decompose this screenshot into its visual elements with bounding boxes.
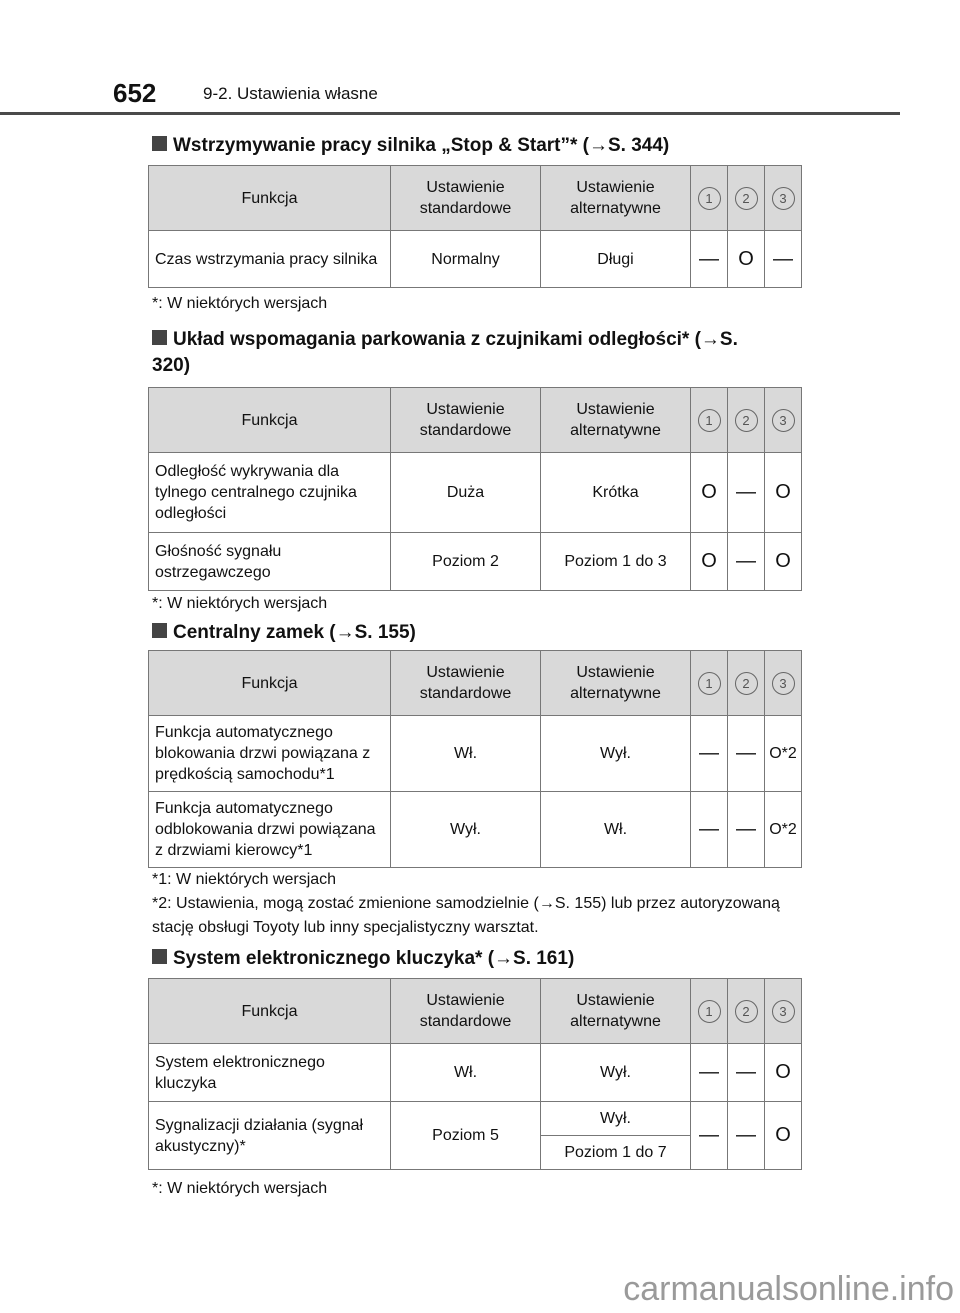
footnote: *: W niektórych wersjach: [152, 595, 328, 612]
footnote: *: W niektórych wersjach: [152, 1180, 328, 1197]
page-header: [0, 78, 900, 115]
cell-std: Wył.: [391, 792, 541, 868]
cell-c2: —: [728, 533, 765, 591]
cell-c2: —: [728, 1102, 765, 1170]
table-row: [149, 792, 802, 868]
cell-c3: O: [765, 533, 802, 591]
header-func: Funkcja: [149, 651, 391, 716]
header-alt: Ustawienie alternatywne: [541, 166, 691, 231]
header-func: Funkcja: [149, 979, 391, 1044]
circled-2-icon: 2: [735, 672, 758, 695]
cell-func: Funkcja automatycznego odblokowania drzwi powiązana z drzwiami kierowcy*1: [149, 792, 391, 868]
cell-std: Duża: [391, 453, 541, 533]
table-row: [149, 453, 802, 533]
cell-std: Poziom 2: [391, 533, 541, 591]
cell-alt: Długi: [541, 231, 691, 288]
cell-alt: Wył.: [541, 1102, 691, 1136]
watermark: carmanualsonline.info: [623, 1270, 954, 1308]
header-std: Ustawienie standardowe: [391, 388, 541, 453]
settings-table-central-lock: [148, 650, 802, 868]
circled-3-icon: 3: [772, 672, 795, 695]
table-row: [149, 1102, 802, 1136]
cell-alt: Wł.: [541, 792, 691, 868]
circled-1-icon: 1: [698, 672, 721, 695]
section-heading-parking: Układ wspomagania parkowania z czujnikami odległości* (→S. 320): [152, 329, 738, 376]
cell-c3: O: [765, 453, 802, 533]
settings-table-parking: [148, 387, 802, 591]
header-std: Ustawienie standardowe: [391, 166, 541, 231]
cell-std: Wł.: [391, 1044, 541, 1102]
cell-c1: O: [691, 453, 728, 533]
section-heading-central-lock: Centralny zamek (→S. 155): [152, 620, 416, 646]
square-bullet-icon: [152, 623, 167, 638]
table-row: [149, 1044, 802, 1102]
cell-c1: O: [691, 533, 728, 591]
footnote: *: W niektórych wersjach: [152, 295, 328, 312]
cell-c3: O: [765, 1044, 802, 1102]
cell-c1: —: [691, 1102, 728, 1170]
cell-std: Poziom 5: [391, 1102, 541, 1170]
table-row: [149, 716, 802, 792]
header-alt: Ustawienie alternatywne: [541, 651, 691, 716]
circled-3-icon: 3: [772, 409, 795, 432]
cell-func: Odległość wykrywania dla tylnego centralnego czujnika odległości: [149, 453, 391, 533]
cell-c2: —: [728, 453, 765, 533]
cell-c1: —: [691, 716, 728, 792]
cell-c1: —: [691, 1044, 728, 1102]
cell-std: Normalny: [391, 231, 541, 288]
page-number: 652: [113, 78, 157, 108]
cell-c3: O*2: [765, 716, 802, 792]
circled-2-icon: 2: [735, 409, 758, 432]
circled-1-icon: 1: [698, 409, 721, 432]
circled-3-icon: 3: [772, 1000, 795, 1023]
section-heading-smart-key: System elektronicznego kluczyka* (→S. 161): [152, 946, 574, 972]
header-alt: Ustawienie alternatywne: [541, 979, 691, 1044]
square-bullet-icon: [152, 949, 167, 964]
cell-alt: Wył.: [541, 1044, 691, 1102]
circled-2-icon: 2: [735, 1000, 758, 1023]
settings-table-smart-key: [148, 978, 802, 1170]
circled-2-icon: 2: [735, 187, 758, 210]
circled-3-icon: 3: [772, 187, 795, 210]
cell-alt: Poziom 1 do 3: [541, 533, 691, 591]
cell-c3: —: [765, 231, 802, 288]
cell-c3: O*2: [765, 792, 802, 868]
cell-alt: Wył.: [541, 716, 691, 792]
header-std: Ustawienie standardowe: [391, 651, 541, 716]
cell-c2: —: [728, 1044, 765, 1102]
footnote-2: *2: Ustawienia, mogą zostać zmienione samodzielnie (→S. 155) lub przez autoryzowaną stację obsługi Toyoty lub inny specjalistyczny warsztat.: [152, 895, 780, 936]
circled-1-icon: 1: [698, 187, 721, 210]
cell-func: Sygnalizacji działania (sygnał akustyczny)*: [149, 1102, 391, 1170]
cell-func: Głośność sygnału ostrzegawczego: [149, 533, 391, 591]
table-row: [149, 231, 802, 288]
cell-c2: —: [728, 716, 765, 792]
cell-alt-2: Poziom 1 do 7: [541, 1136, 691, 1170]
cell-c3: O: [765, 1102, 802, 1170]
cell-alt: Krótka: [541, 453, 691, 533]
settings-table-stop-start: [148, 165, 802, 288]
header-func: Funkcja: [149, 388, 391, 453]
cell-func: Czas wstrzymania pracy silnika: [149, 231, 391, 288]
square-bullet-icon: [152, 330, 167, 345]
header-alt: Ustawienie alternatywne: [541, 388, 691, 453]
cell-std: Wł.: [391, 716, 541, 792]
section-heading-stop-start: Wstrzymywanie pracy silnika „Stop & Start”* (→S. 344): [152, 133, 669, 159]
footnotes: [152, 868, 800, 940]
header-std: Ustawienie standardowe: [391, 979, 541, 1044]
circled-1-icon: 1: [698, 1000, 721, 1023]
table-row: [149, 533, 802, 591]
header-func: Funkcja: [149, 166, 391, 231]
section-title: 9-2. Ustawienia własne: [203, 84, 378, 103]
cell-c1: —: [691, 792, 728, 868]
square-bullet-icon: [152, 136, 167, 151]
footnote-1: *1: W niektórych wersjach: [152, 871, 337, 888]
cell-func: Funkcja automatycznego blokowania drzwi powiązana z prędkością samochodu*1: [149, 716, 391, 792]
cell-c1: —: [691, 231, 728, 288]
cell-c2: —: [728, 792, 765, 868]
cell-c2: O: [728, 231, 765, 288]
cell-func: System elektronicznego kluczyka: [149, 1044, 391, 1102]
